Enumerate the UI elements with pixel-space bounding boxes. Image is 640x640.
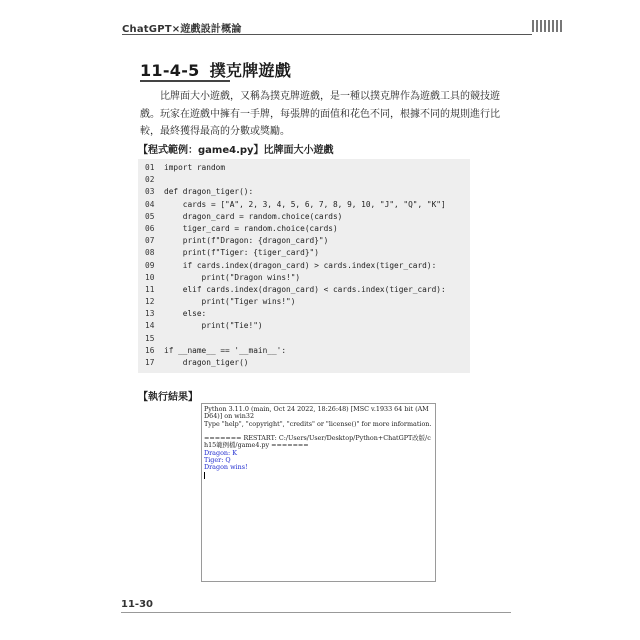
- code-line: [138, 235, 470, 247]
- code-text: import random: [164, 163, 226, 172]
- line-number: 02: [145, 175, 155, 185]
- line-number: 06: [145, 223, 155, 233]
- section-heading: [140, 58, 291, 81]
- code-line: [138, 211, 470, 223]
- header-rule: [122, 34, 532, 35]
- code-text: elif cards.index(dragon_card) < cards.index(tiger_card):: [164, 284, 446, 294]
- code-line: [138, 357, 470, 369]
- code-text: def dragon_tiger():: [164, 187, 254, 197]
- line-number: 01: [145, 163, 155, 172]
- book-title: ChatGPT×遊戲設計概論: [122, 24, 242, 35]
- code-line: [138, 272, 470, 284]
- code-text: cards = ["A", 2, 3, 4, 5, 6, 7, 8, 9, 10, "J", "Q", "K"]: [164, 199, 446, 209]
- shell-line: Python 3.11.0 (main, Oct 24 2022, 18:26:48) [MSC v.1933 64 bit (AMD64)] on win32: [204, 405, 429, 421]
- shell-line: Tiger: Q: [204, 456, 231, 465]
- section-number: 11-4-5: [140, 61, 200, 80]
- code-line: [138, 260, 470, 272]
- shell-line: Dragon: K: [204, 448, 238, 457]
- shell-line: ======= RESTART: C:/Users/User/Desktop/Python+ChatGPT改版/ch15範例檔/game4.py =======: [204, 434, 431, 450]
- section-title: 撲克牌遊戲: [209, 61, 292, 80]
- code-line: [138, 320, 470, 332]
- running-header: [0, 14, 640, 38]
- code-line: [138, 333, 470, 345]
- code-line: [138, 296, 470, 308]
- text-cursor-icon: [204, 472, 205, 479]
- code-listing: [138, 159, 470, 373]
- code-text: print(f"Dragon: {dragon_card}"): [164, 236, 329, 246]
- code-text: print("Tiger wins!"): [164, 297, 296, 307]
- code-text: if __name__ == '__main__':: [164, 345, 287, 355]
- code-text: print("Dragon wins!"): [164, 272, 301, 282]
- intro-paragraph: 比牌面大小遊戲，又稱為撲克牌遊戲，是一種以撲克牌作為遊戲工具的競技遊戲。玩家在遊戲中擁有一手牌，每張牌的面值和花色不同，根據不同的規則進行比較，最終獲得最高的分數或獎勵。: [140, 91, 500, 137]
- line-number: 04: [145, 199, 155, 209]
- code-line: [138, 284, 470, 296]
- line-number: 11: [145, 284, 155, 294]
- code-line: [138, 174, 470, 186]
- code-text: print("Tie!"): [164, 321, 263, 331]
- line-number: 13: [145, 309, 155, 319]
- code-text: print(f"Tiger: {tiger_card}"): [164, 248, 319, 258]
- code-line: [138, 199, 470, 211]
- code-text: if cards.index(dragon_card) > cards.index(tiger_card):: [164, 260, 437, 270]
- example-label: 【程式範例：game4.py】比牌面大小遊戲: [138, 145, 334, 156]
- footer-rule: [121, 612, 511, 613]
- result-label: 【執行結果】: [138, 392, 198, 403]
- page-number: 11-30: [121, 599, 153, 610]
- shell-cursor[interactable]: [204, 472, 433, 480]
- line-number: 07: [145, 236, 155, 246]
- line-number: 16: [145, 345, 155, 355]
- heading-underline: [140, 80, 230, 82]
- python-shell-window: [201, 403, 436, 582]
- code-text: dragon_tiger(): [164, 358, 249, 367]
- line-number: 05: [145, 211, 155, 221]
- line-number: 10: [145, 272, 155, 282]
- code-line: [138, 247, 470, 259]
- line-number: 09: [145, 260, 155, 270]
- code-line: [138, 308, 470, 320]
- code-line: [138, 223, 470, 235]
- header-stripes-ornament: [532, 20, 562, 32]
- code-line: [138, 345, 470, 357]
- shell-line: Type "help", "copyright", "credits" or "license()" for more information.: [204, 419, 432, 428]
- code-text: else:: [164, 309, 207, 319]
- code-line: [138, 162, 470, 174]
- code-text: tiger_card = random.choice(cards): [164, 223, 338, 233]
- line-number: 08: [145, 248, 155, 258]
- code-text: dragon_card = random.choice(cards): [164, 211, 343, 221]
- line-number: 17: [145, 358, 155, 367]
- line-number: 03: [145, 187, 155, 197]
- line-number: 15: [145, 333, 155, 343]
- line-number: 12: [145, 297, 155, 307]
- line-number: 14: [145, 321, 155, 331]
- shell-output: [204, 406, 433, 479]
- shell-line: Dragon wins!: [204, 463, 248, 472]
- code-line: [138, 186, 470, 198]
